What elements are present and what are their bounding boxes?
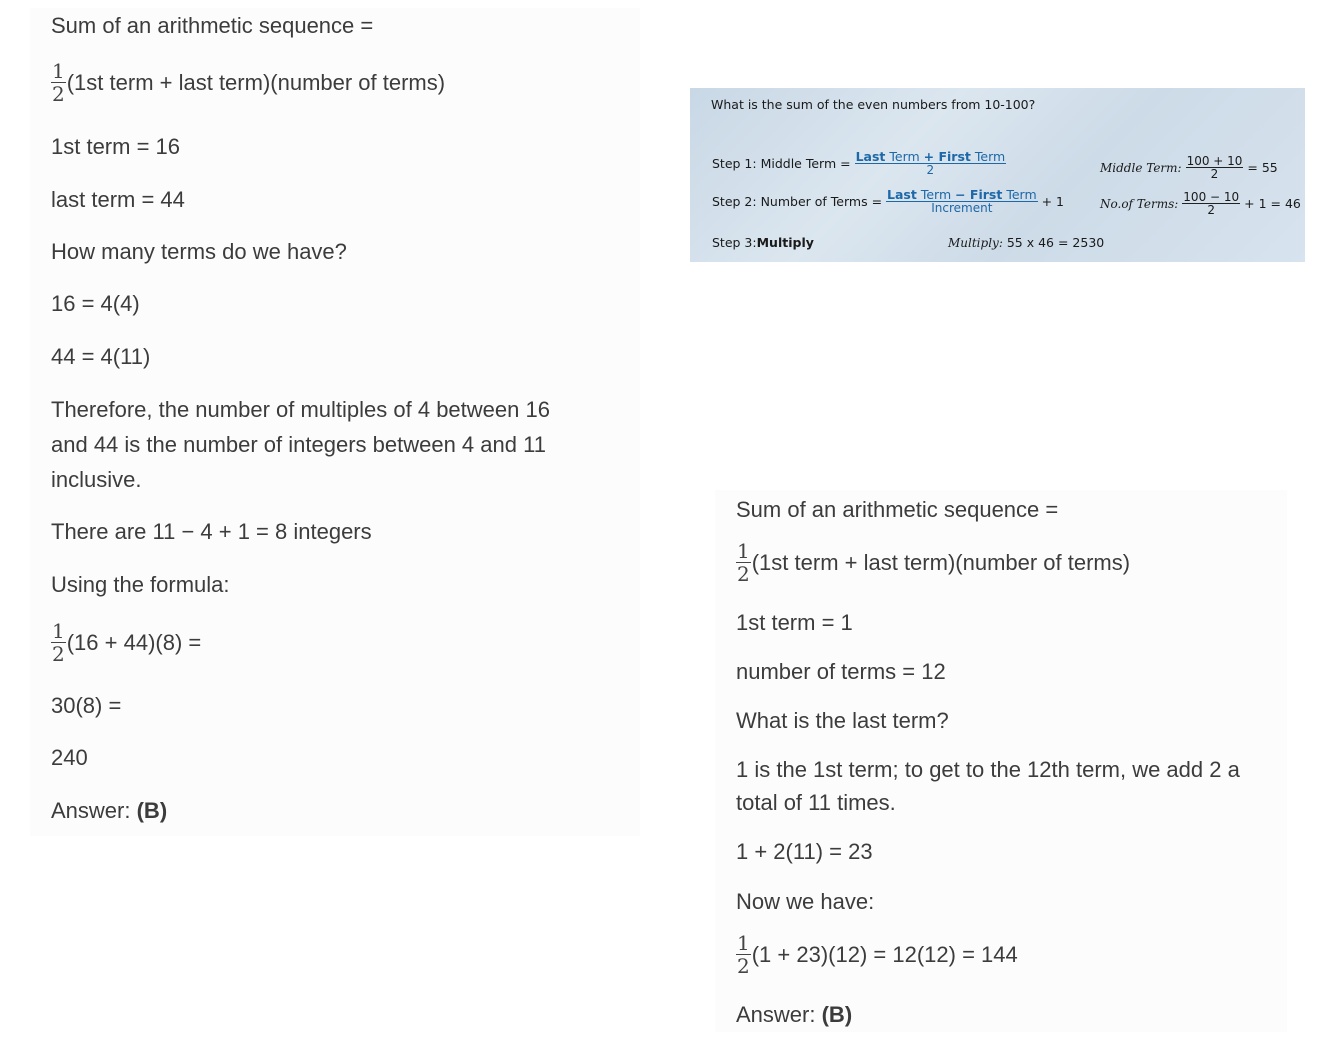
left-result: 240 bbox=[51, 745, 88, 770]
left-therefore-line3: inclusive. bbox=[51, 467, 142, 492]
left-eq1: 16 = 4(4) bbox=[51, 291, 140, 316]
right-answer: Answer: (B) bbox=[736, 1002, 853, 1027]
left-formula-fraction: $\frac{1}{2}$ bbox=[52, 59, 65, 106]
card-multiply-calc: Multiply: 55 x 46 = 2530 bbox=[948, 235, 1105, 250]
card-question: What is the sum of the even numbers from 10-100? bbox=[711, 97, 1036, 112]
even-sum-image-card bbox=[690, 88, 1305, 262]
middle-term-fraction: $\frac{100 + 10}{2}$ bbox=[1186, 154, 1243, 181]
left-using-formula: Using the formula: bbox=[51, 572, 230, 597]
right-explanation-line1: 1 is the 1st term; to get to the 12th term, we add 2 a bbox=[736, 757, 1240, 782]
card-middle-term-calc: Middle Term: $\frac{100 + 10}{2}$ = 55 bbox=[1100, 154, 1278, 181]
right-calc1: 1 + 2(11) = 23 bbox=[736, 839, 873, 864]
step1-fraction: Last Term + First Term 2 bbox=[855, 149, 1006, 177]
right-now: Now we have: bbox=[736, 889, 875, 914]
right-calc: $\frac{1}{2}$ (1 + 23)(12) = 12(12) = 144 bbox=[737, 931, 1018, 978]
left-therefore-line2: and 44 is the number of integers between 4 and 11 bbox=[51, 432, 546, 457]
left-first-term: 1st term = 16 bbox=[51, 134, 181, 159]
right-formula-fraction: $\frac{1}{2}$ bbox=[737, 539, 750, 586]
left-step2: 30(8) = bbox=[51, 693, 122, 718]
step2-fraction: Last Term − First Term Increment bbox=[887, 187, 1037, 215]
right-answer-value: (B) bbox=[821, 1002, 853, 1027]
right-formula: $\frac{1}{2}$ (1st term + last term)(number of terms) bbox=[737, 539, 1131, 586]
left-question: How many terms do we have? bbox=[51, 239, 347, 264]
left-last-term: last term = 44 bbox=[51, 187, 185, 212]
left-answer: Answer: (B) bbox=[51, 798, 168, 823]
right-title: Sum of an arithmetic sequence = bbox=[736, 497, 1059, 522]
right-num-terms: number of terms = 12 bbox=[736, 659, 946, 684]
left-therefore-line1: Therefore, the number of multiples of 4 between 16 bbox=[51, 397, 550, 422]
card-step2: Step 2: Number of Terms = Last Term − First Term Increment + 1 bbox=[712, 187, 1065, 215]
left-calc-fraction: $\frac{1}{2}$ bbox=[52, 619, 65, 666]
left-integers: There are 11 − 4 + 1 = 8 integers bbox=[51, 519, 372, 544]
card-step3: Step 3: Multiply bbox=[712, 235, 814, 250]
card-num-terms-calc: No.of Terms: 100 − 10 2 + 1 = 46 bbox=[1100, 190, 1301, 217]
left-answer-value: (B) bbox=[136, 798, 168, 823]
left-formula: $\frac{1}{2}$ (1st term + last term)(number of terms) bbox=[52, 59, 446, 106]
left-title: Sum of an arithmetic sequence = bbox=[51, 13, 374, 38]
right-explanation-line2: total of 11 times. bbox=[736, 790, 896, 815]
left-calc: $\frac{1}{2}$ (16 + 44)(8) = bbox=[52, 619, 202, 666]
right-question: What is the last term? bbox=[736, 708, 949, 733]
left-eq2: 44 = 4(11) bbox=[51, 344, 151, 369]
num-terms-fraction: 100 − 10 2 bbox=[1183, 190, 1240, 217]
right-first-term: 1st term = 1 bbox=[736, 610, 853, 635]
card-step1: Step 1: Middle Term = Last Term + First Term 2 bbox=[712, 149, 1006, 177]
right-calc-fraction: $\frac{1}{2}$ bbox=[737, 931, 750, 978]
